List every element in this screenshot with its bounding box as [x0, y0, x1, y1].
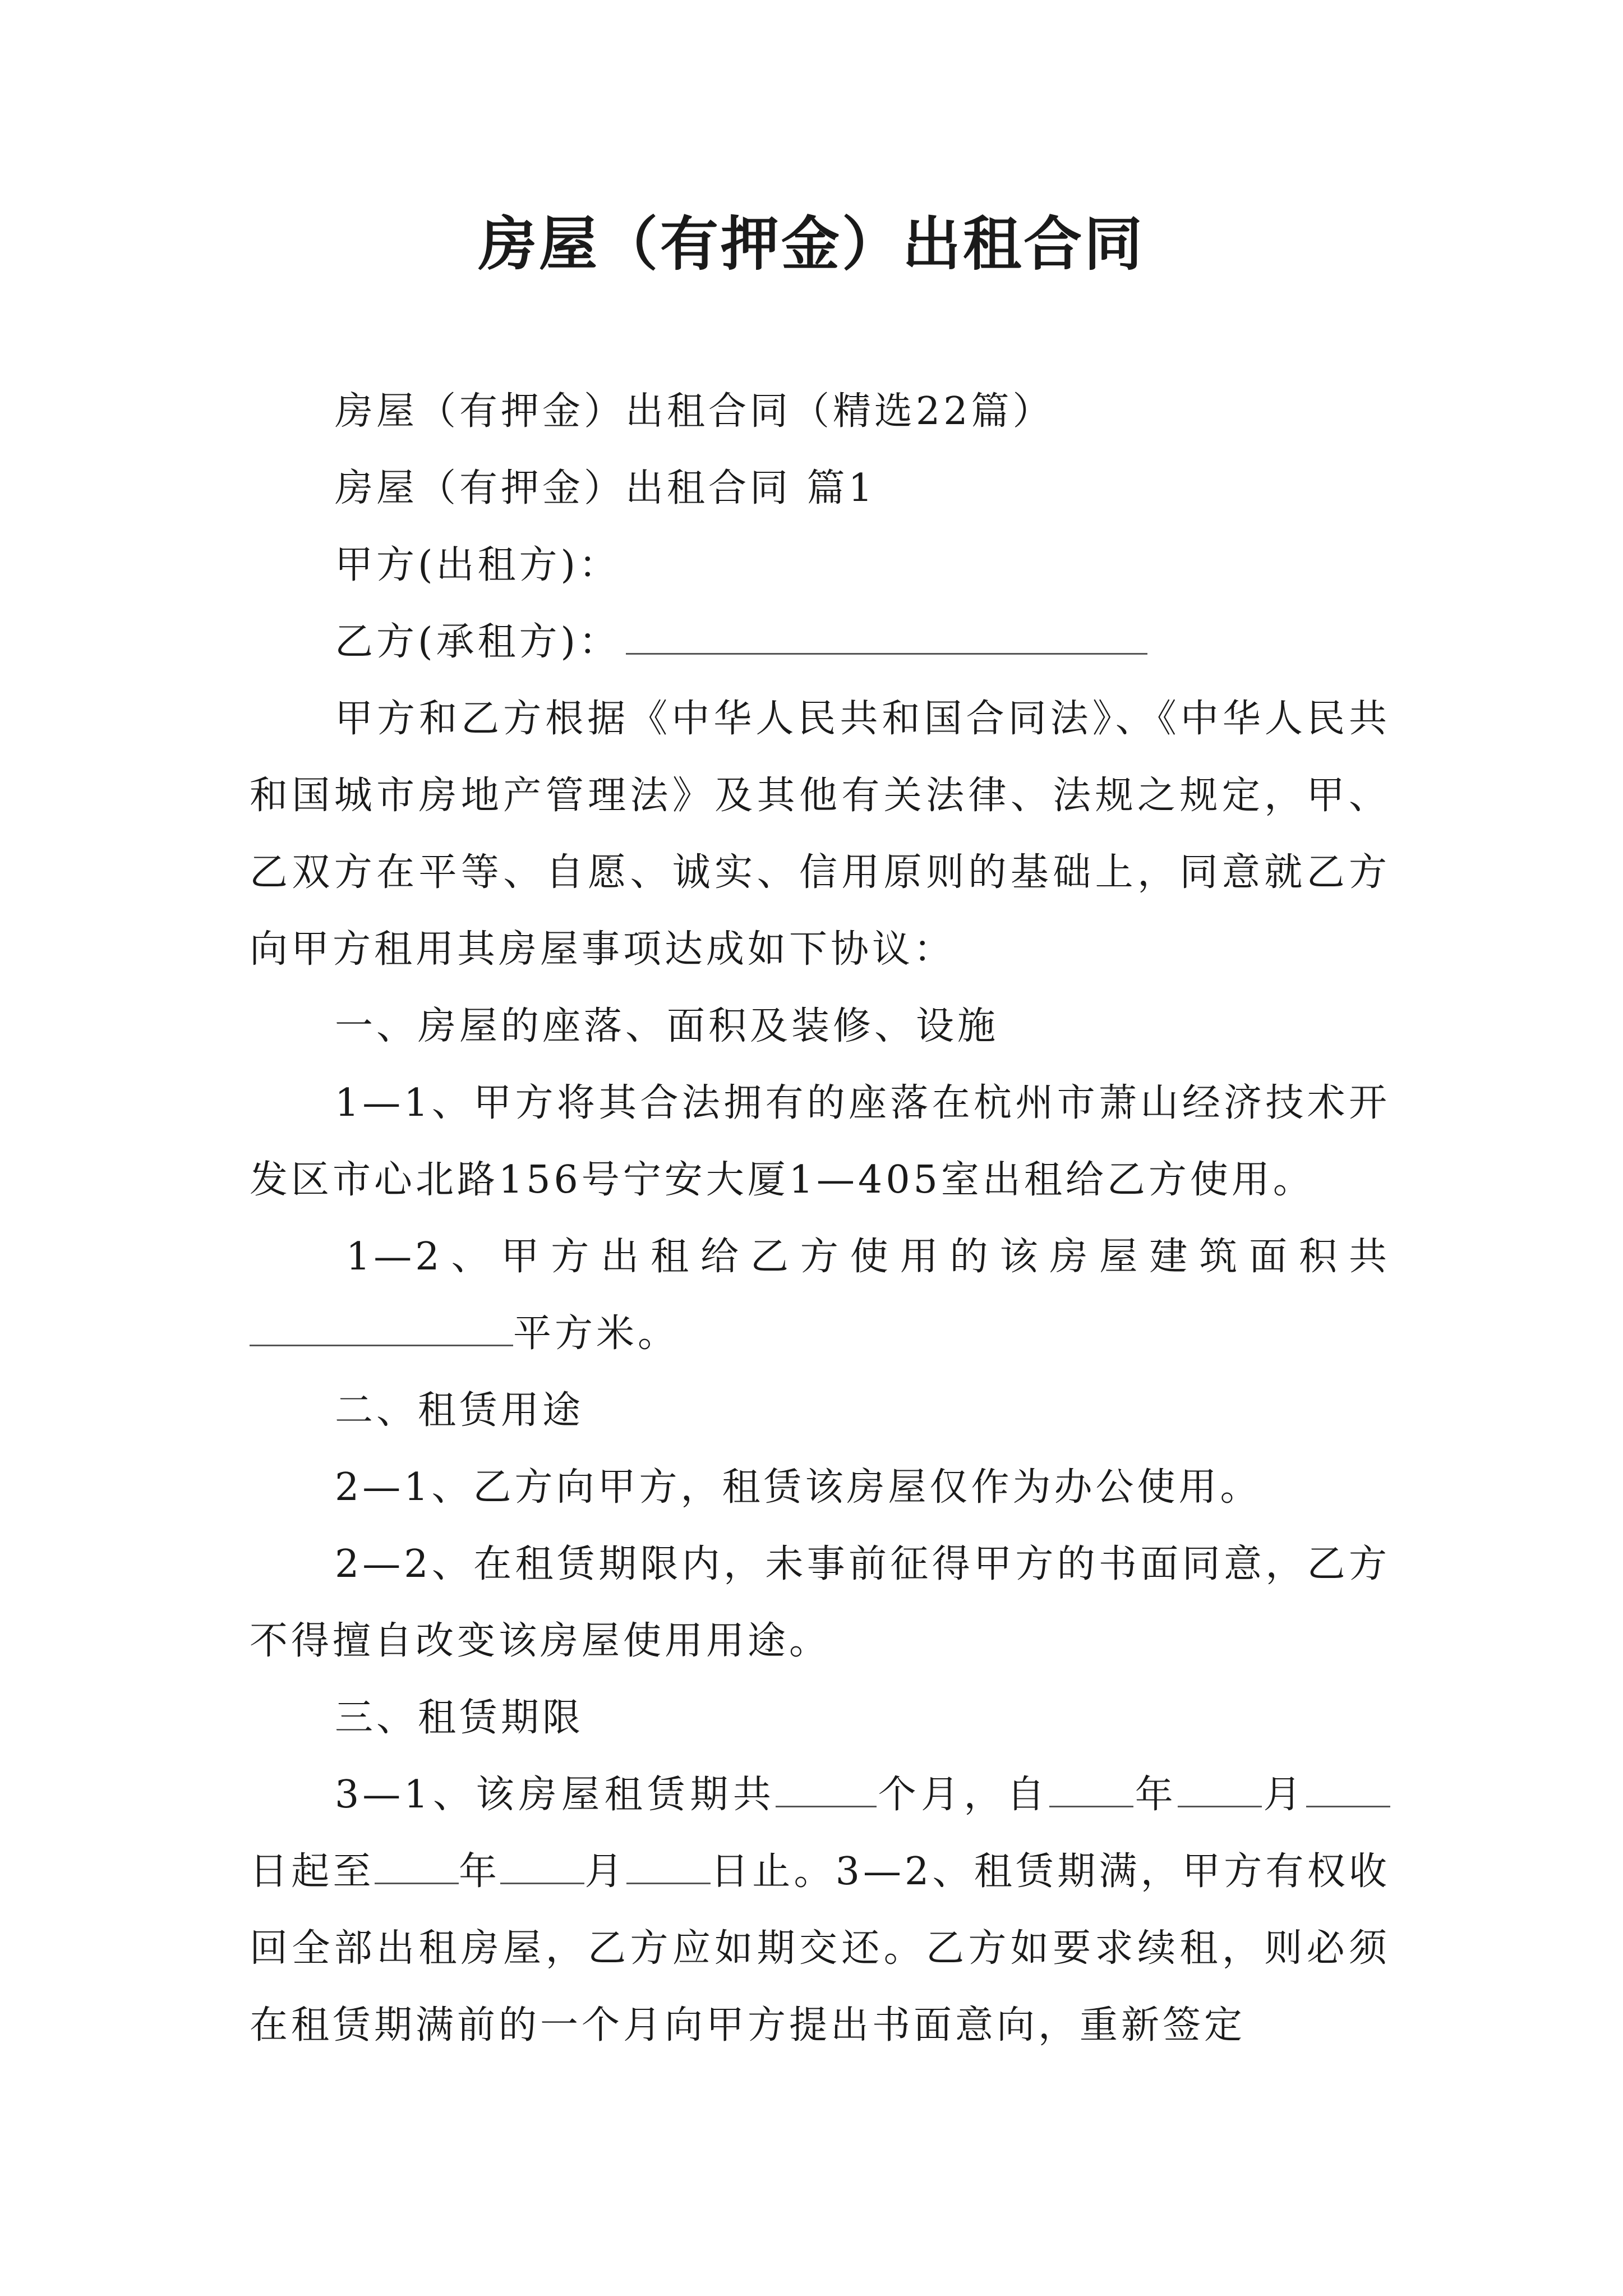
clause-3-1-year-1: 年	[1133, 1773, 1178, 1817]
paragraph-section-heading: 房屋（有押金）出租合同 篇1	[335, 466, 876, 510]
clause-3-1-month-1: 月	[1262, 1773, 1306, 1817]
clause-1-2-unit: 平方米。	[513, 1312, 680, 1356]
paragraph-section-3-heading: 三、租赁期限	[335, 1696, 584, 1740]
end-month-blank	[500, 1848, 584, 1884]
party-b-label: 乙方(承租方)：	[335, 620, 621, 664]
paragraph-section-2-heading: 二、租赁用途	[335, 1388, 584, 1433]
document-title: 房屋（有押金）出租合同	[478, 210, 1145, 278]
clause-1-2-text: 1—2、甲方出租给乙方使用的该房屋建筑面积共	[346, 1235, 1390, 1279]
start-year-blank	[1049, 1772, 1133, 1807]
clause-3-1-text-a: 3—1、该房屋租赁期共	[335, 1773, 776, 1817]
paragraph-party-b	[250, 604, 1390, 680]
paragraph-clause-2-2: 2—2、在租赁期限内，未事前征得甲方的书面同意，乙方不得擅自改变该房屋使用用途。	[250, 1542, 1390, 1663]
party-b-blank	[626, 619, 1147, 655]
paragraph-clause-1-2	[250, 1218, 1390, 1372]
start-month-blank	[1178, 1772, 1262, 1807]
paragraph-clause-2-1: 2—1、乙方向甲方，租赁该房屋仅作为办公使用。	[335, 1465, 1262, 1510]
clause-3-1-year-2: 年	[458, 1849, 501, 1894]
paragraph-subtitle: 房屋（有押金）出租合同（精选22篇）	[335, 389, 1054, 434]
clause-3-1-text-d: 日止。3—2、租赁期满，甲方有权收回全部出租房屋，乙方应如期交还。乙方如要求续租，则必须在租赁期满前的一个月向甲方提出书面意向，重新签定	[250, 1849, 1390, 2047]
clause-3-1-text-b: 个月，自	[877, 1773, 1050, 1817]
months-blank	[776, 1772, 877, 1807]
paragraph-clause-3-1	[250, 1756, 1390, 2064]
paragraph-party-a: 甲方(出租方)：	[335, 543, 621, 587]
start-day-blank	[1306, 1772, 1390, 1807]
end-day-blank	[626, 1848, 711, 1884]
paragraph-clause-1-1: 1—1、甲方将其合法拥有的座落在杭州市萧山经济技术开发区市心北路156号宁安大厦1—405室出租给乙方使用。	[250, 1081, 1390, 1202]
document-body	[250, 373, 1390, 2064]
area-blank	[250, 1310, 513, 1346]
paragraph-section-1-heading: 一、房屋的座落、面积及装修、设施	[335, 1004, 999, 1048]
paragraph-preamble: 甲方和乙方根据《中华人民共和国合同法》、《中华人民共和国城市房地产管理法》及其他有关法律、法规之规定，甲、乙双方在平等、自愿、诚实、信用原则的基础上，同意就乙方向甲方租用其房屋事项达成如下协议：	[250, 697, 1390, 972]
clause-3-1-month-2: 月	[584, 1849, 626, 1894]
clause-3-1-text-c: 日起至	[250, 1849, 375, 1894]
end-year-blank	[375, 1848, 459, 1884]
